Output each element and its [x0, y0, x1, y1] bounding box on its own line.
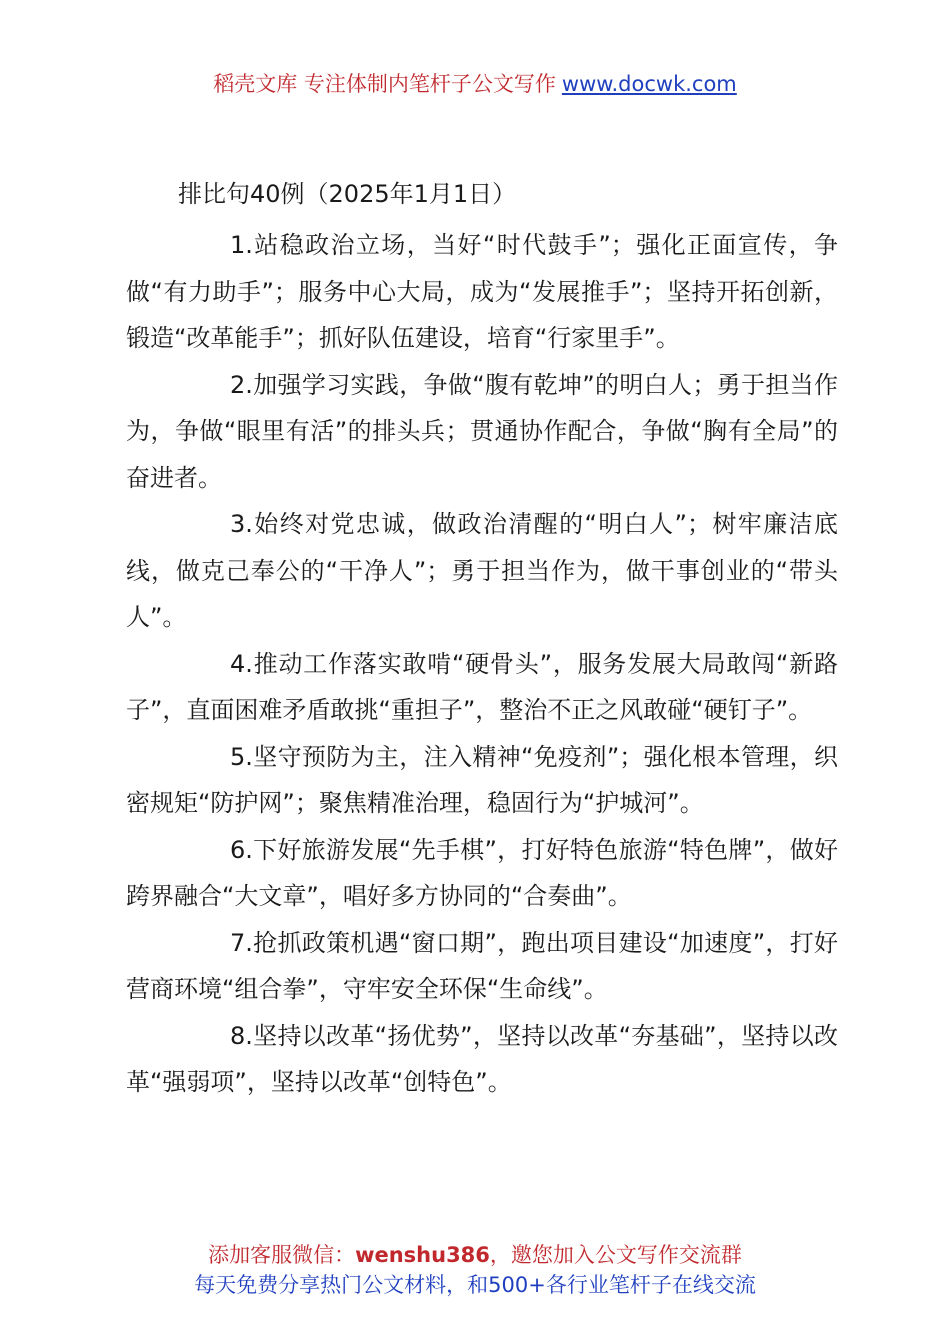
footer-wechat-line: [0, 1240, 950, 1270]
paragraph: 6.下好旅游发展“先手棋”，打好特色旅游“特色牌”，做好跨界融合“大文章”，唱好多方协同的“合奏曲”。: [126, 835, 838, 910]
promo-footer: [0, 1240, 950, 1300]
footer-share-line: 每天免费分享热门公文材料，和500+各行业笔杆子在线交流: [194, 1273, 756, 1297]
site-header: [0, 68, 950, 100]
footer-wechat-prefix: 添加客服微信：: [208, 1243, 356, 1267]
paragraph: 1.站稳政治立场，当好“时代鼓手”；强化正面宣传，争做“有力助手”；服务中心大局，成为“发展推手”；坚持开拓创新，锻造“改革能手”；抓好队伍建设，培育“行家里手”。: [126, 231, 838, 352]
document-title: 排比句40例（2025年1月1日）: [178, 180, 517, 208]
paragraph: 2.加强学习实践，争做“腹有乾坤”的明白人；勇于担当作为，争做“眼里有活”的排头兵；贯通协作配合，争做“胸有全局”的奋进者。: [126, 370, 838, 492]
site-link[interactable]: www.docwk.com: [561, 72, 737, 96]
footer-wechat-suffix: ，邀您加入公文写作交流群: [489, 1243, 742, 1267]
site-slogan: 稻壳文库 专注体制内笔杆子公文写作: [213, 72, 556, 96]
paragraph: 3.始终对党忠诚，做政治清醒的“明白人”；树牢廉洁底线，做克己奉公的“干净人”；勇于担当作为，做干事创业的“带头人”。: [126, 510, 838, 631]
paragraph: 5.坚守预防为主，注入精神“免疫剂”；强化根本管理，织密规矩“防护网”；聚焦精准治理，稳固行为“护城河”。: [126, 742, 838, 817]
paragraph: 7.抢抓政策机遇“窗口期”，跑出项目建设“加速度”，打好营商环境“组合拳”，守牢安全环保“生命线”。: [126, 928, 838, 1003]
document-body: [126, 222, 838, 1106]
paragraph: 8.坚持以改革“扬优势”，坚持以改革“夯基础”，坚持以改革“强弱项”，坚持以改革“创特色”。: [126, 1021, 838, 1096]
wechat-id: wenshu386: [355, 1243, 490, 1267]
paragraph: 4.推动工作落实敢啃“硬骨头”，服务发展大局敢闯“新路子”，直面困难矛盾敢挑“重担子”，整治不正之风敢碰“硬钉子”。: [126, 649, 838, 724]
